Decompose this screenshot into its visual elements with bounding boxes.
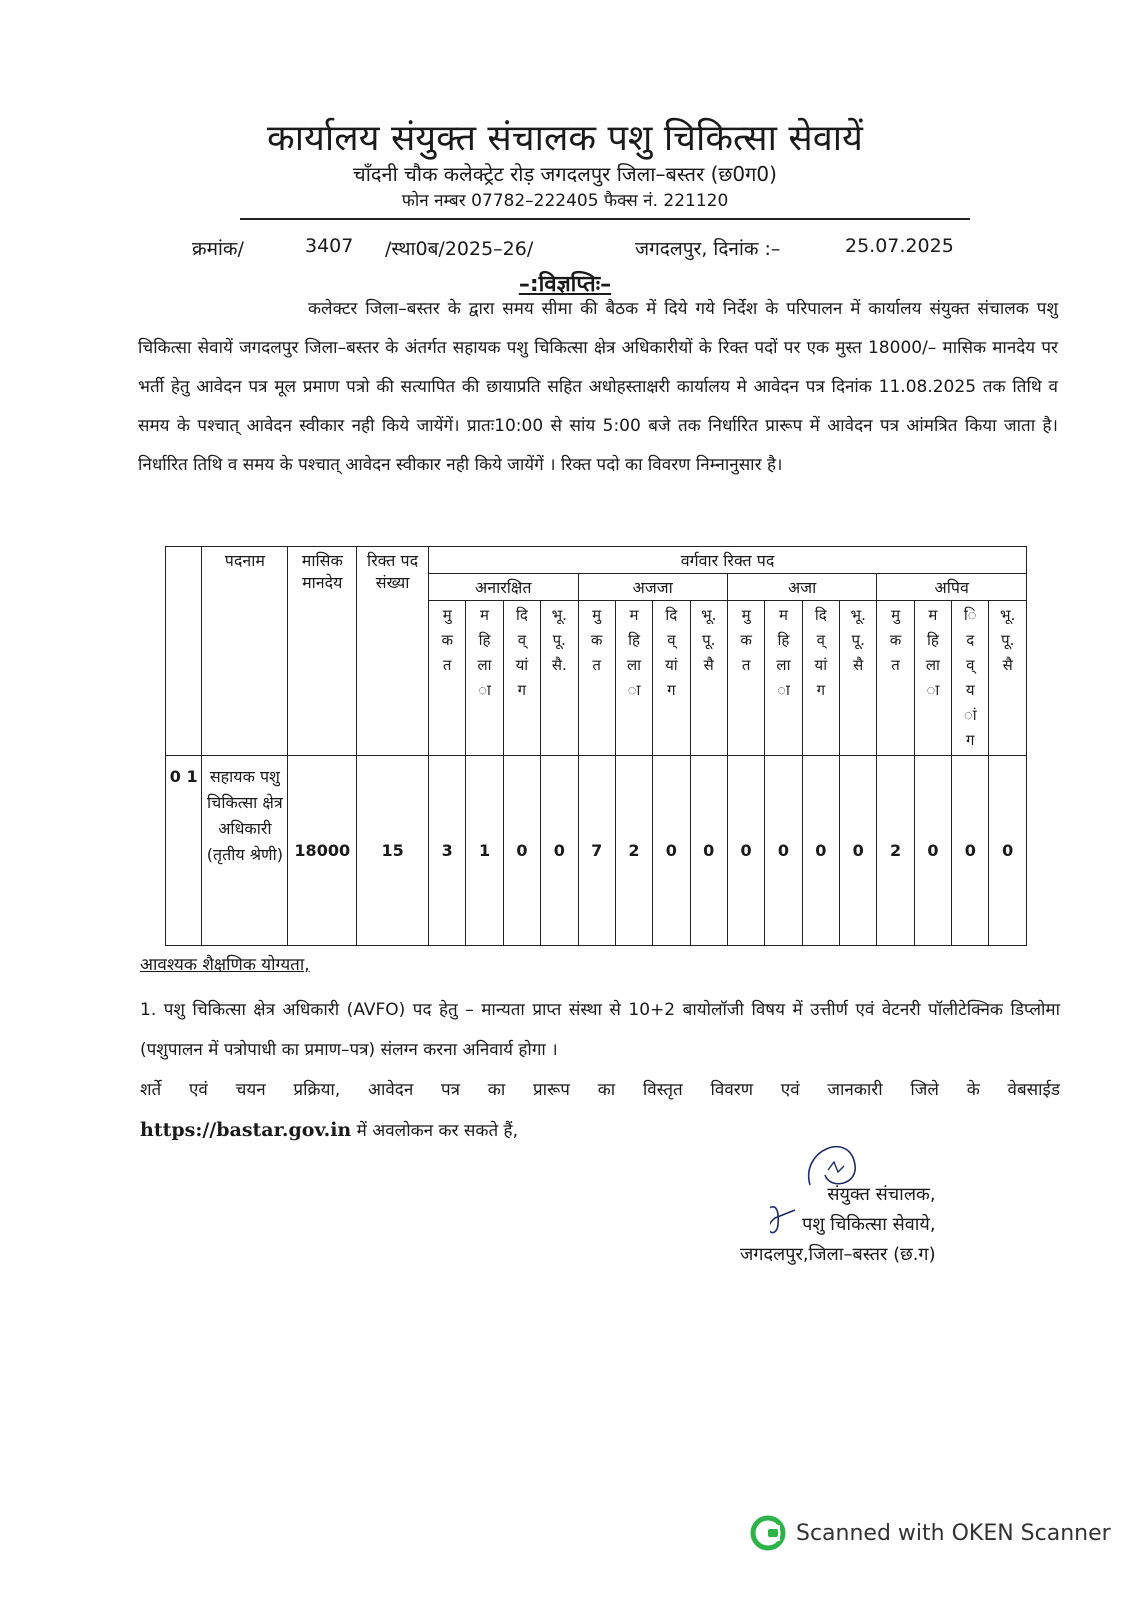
notice-date: 25.07.2025	[845, 235, 954, 257]
value-cell: 0	[839, 756, 876, 946]
value-cell: 0	[952, 756, 989, 946]
vacancies-cell: 15	[357, 756, 429, 946]
subcategory-header: म हि ला ा	[914, 601, 951, 756]
category-header: अजजा	[578, 574, 727, 601]
table-row	[166, 756, 1027, 946]
subcategory-header: ि द व् य ां ग	[952, 601, 989, 756]
post-name-header: पदनाम	[202, 547, 288, 756]
subcategory-header: मु क त	[727, 601, 764, 756]
value-cell: 0	[727, 756, 764, 946]
subcategory-header: मु क त	[429, 601, 466, 756]
value-cell: 0	[914, 756, 951, 946]
signatory-title: संयुक्त संचालक,	[827, 1184, 936, 1205]
honorarium-header: मासिक मानदेय	[288, 547, 357, 756]
office-address: चाँदनी चौक कलेक्ट्रेट रोड़ जगदलपुर जिला–बस्तर (छ0ग0)	[353, 162, 777, 186]
subcategory-header: दि व् यां ग	[503, 601, 540, 756]
subcategory-header: म हि ला ा	[615, 601, 652, 756]
value-cell: 0	[541, 756, 578, 946]
qualification-heading: आवश्यक शैक्षणिक योग्यता,	[140, 955, 310, 975]
place-date-label: जगदलपुर, दिनांक :–	[635, 238, 781, 260]
subcategory-header: भू. पू. सै	[839, 601, 876, 756]
subcategory-header: दि व् यां ग	[653, 601, 690, 756]
value-cell: 0	[503, 756, 540, 946]
subcategory-header: भू. पू. सै	[690, 601, 727, 756]
value-cell: 1	[466, 756, 503, 946]
subcategory-header: म हि ला ा	[466, 601, 503, 756]
value-cell: 0	[765, 756, 802, 946]
value-cell: 2	[877, 756, 914, 946]
notice-title: –:विज्ञप्तिः–	[518, 272, 612, 297]
subcategory-header: भू. पू. सै	[989, 601, 1027, 756]
value-cell: 0	[802, 756, 839, 946]
value-cell: 0	[690, 756, 727, 946]
kramank-label: क्रमांक/	[192, 238, 244, 260]
website-line	[140, 1110, 518, 1151]
serial-header	[166, 547, 202, 756]
reference-number: 3407	[305, 235, 354, 257]
notice-body: कलेक्टर जिला–बस्तर के द्वारा समय सीमा की बैठक में दिये गये निर्देश के परिपालन में कार्यालय संयुक्त संचालक पशु चिकित्सा सेवायें जगदलपुर जिला–बस्तर के अंतर्गत सहायक पशु चिकित्सा क्षेत्र अधिकारीयों के रिक्त पदों पर एक मुस्त 18000/– मासिक मानदेय पर भर्ती हेतु आवेदन पत्र मूल प्रमाण पत्रो की सत्यापित की छायाप्रति सहित अधोहस्ताक्षरी कार्यालय मे आवेदन पत्र दिनांक 11.08.2025 तक तिथि व समय के पश्चात् आवेदन स्वीकार नही किये जायेंगें। प्रातः10:00 से सांय 5:00 बजे तक निर्धारित प्रारूप में आवेदन पत्र आंमत्रित किया जाता है। निर्धारित तिथि व समय के पश्चात् आवेदन स्वीकार नही किये जायेंगें । रिक्त पदो का विवरण निम्नानुसार है।	[138, 299, 1058, 475]
value-cell: 2	[615, 756, 652, 946]
value-cell: 0	[653, 756, 690, 946]
signatory-location: जगदलपुर,जिला–बस्तर (छ.ग)	[740, 1244, 936, 1265]
office-title: कार्यालय संयुक्त संचालक पशु चिकित्सा सेवायें	[267, 118, 863, 159]
phone-fax: फोन नम्बर 07782–222405 फैक्स नं. 221120	[401, 191, 729, 211]
terms-text: शर्ते एवं चयन प्रक्रिया, आवेदन पत्र का प्रारूप का विस्तृत विवरण एवं जानकारी जिले के वेबसाईड	[140, 1080, 1060, 1100]
scanner-logo-icon	[750, 1515, 786, 1551]
vacancy-table	[165, 546, 1027, 946]
subcategory-header: भू. पू. सै.	[541, 601, 578, 756]
scanner-watermark	[750, 1515, 1111, 1551]
post-cell: सहायक पशु चिकित्सा क्षेत्र अधिकारी (तृतीय श्रेणी)	[202, 756, 288, 946]
subcategory-header: मु क त	[877, 601, 914, 756]
subcategory-header: दि व् यां ग	[802, 601, 839, 756]
category-header: अजा	[727, 574, 876, 601]
value-cell: 0	[989, 756, 1027, 946]
signature-block	[740, 1180, 936, 1270]
scanner-text: Scanned with OKEN Scanner	[796, 1520, 1111, 1546]
category-header: अनारक्षित	[429, 574, 578, 601]
website-link[interactable]: https://bastar.gov.in	[140, 1119, 352, 1141]
category-header: अपिव	[877, 574, 1027, 601]
honorarium-cell: 18000	[288, 756, 357, 946]
category-wise-header: वर्गवार रिक्त पद	[429, 547, 1027, 574]
website-line-end: में अवलोकन कर सकते हैं,	[351, 1121, 518, 1141]
qualification-point-1: 1. पशु चिकित्सा क्षेत्र अधिकारी (AVFO) पद हेतु – मान्यता प्राप्त संस्था से 10+2 बायोलॉजी विषय में उत्तीर्ण एवं वेटनरी पॉलीटेक्निक डिप्लोमा (पशुपालन में पत्रोपाधी का प्रमाण–पत्र) संलग्न करना अनिवार्य होगा ।	[140, 1000, 1060, 1060]
serial-cell: 0 1	[166, 756, 202, 946]
subcategory-header: म हि ला ा	[765, 601, 802, 756]
value-cell: 7	[578, 756, 615, 946]
value-cell: 3	[429, 756, 466, 946]
table-header-row	[166, 547, 1027, 574]
reference-suffix: /स्था0ब/2025–26/	[385, 238, 534, 260]
vacant-posts-header: रिक्त पद संख्या	[357, 547, 429, 756]
header-divider	[240, 218, 970, 220]
subcategory-header: मु क त	[578, 601, 615, 756]
signatory-department: पशु चिकित्सा सेवाये,	[802, 1214, 936, 1235]
